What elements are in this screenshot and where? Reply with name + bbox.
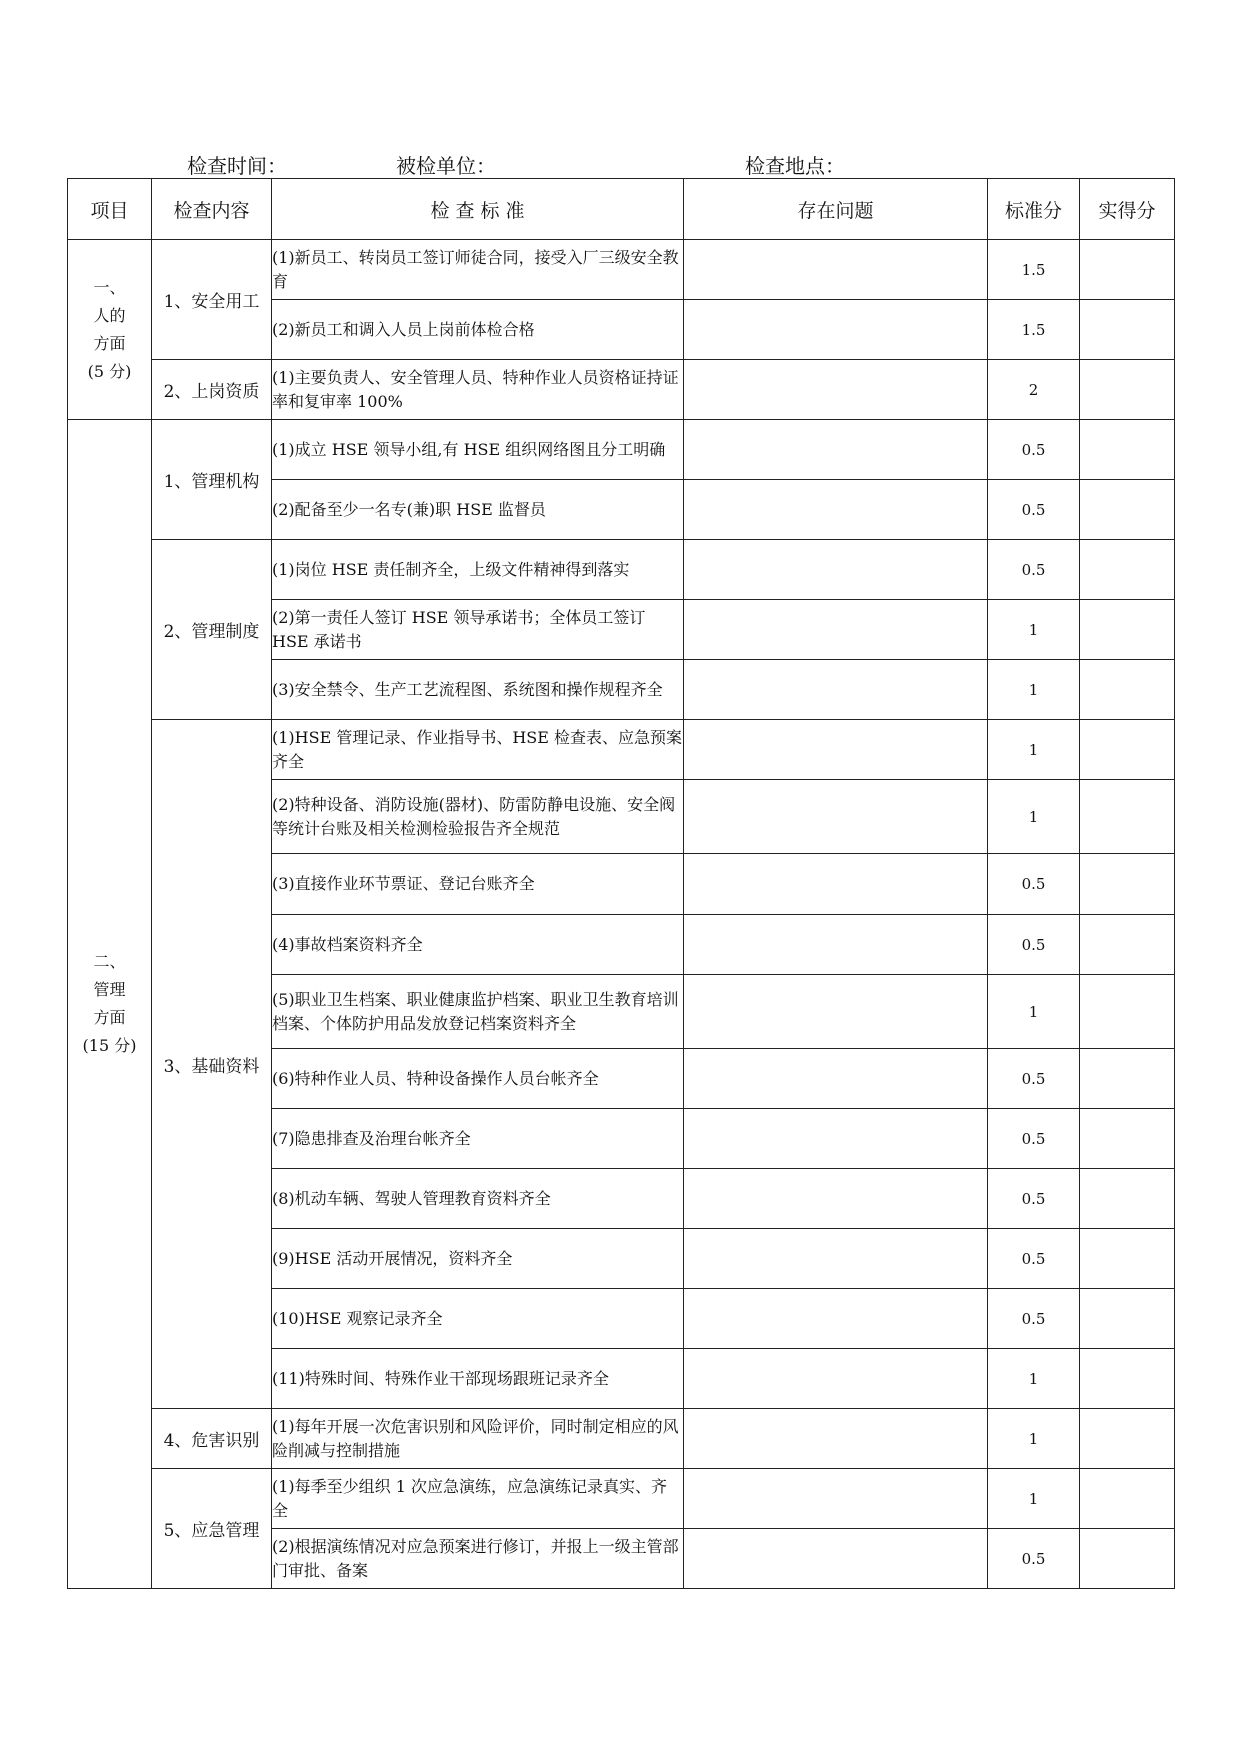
actual-score-cell[interactable] [1080, 1169, 1175, 1229]
subcategory-cell: 5、应急管理 [152, 1469, 272, 1589]
problems-cell[interactable] [684, 540, 988, 600]
subcategory-cell: 3、基础资料 [152, 720, 272, 1409]
problems-cell[interactable] [684, 420, 988, 480]
problems-cell[interactable] [684, 975, 988, 1049]
problems-cell[interactable] [684, 780, 988, 854]
standard-cell: (9)HSE 活动开展情况，资料齐全 [272, 1229, 684, 1289]
standard-score-cell: 0.5 [988, 480, 1080, 540]
standard-score-cell: 1 [988, 975, 1080, 1049]
problems-cell[interactable] [684, 915, 988, 975]
problems-cell[interactable] [684, 360, 988, 420]
subcategory-cell: 2、管理制度 [152, 540, 272, 720]
standard-score-cell: 0.5 [988, 915, 1080, 975]
standard-score-cell: 0.5 [988, 1109, 1080, 1169]
standard-score-cell: 1 [988, 1349, 1080, 1409]
subcategory-cell: 4、危害识别 [152, 1409, 272, 1469]
problems-cell[interactable] [684, 1289, 988, 1349]
standard-cell: (2)根据演练情况对应急预案进行修订，并报上一级主管部门审批、备案 [272, 1529, 684, 1589]
problems-cell[interactable] [684, 1229, 988, 1289]
actual-score-cell[interactable] [1080, 1109, 1175, 1169]
actual-score-cell[interactable] [1080, 975, 1175, 1049]
problems-cell[interactable] [684, 1409, 988, 1469]
col-header-item: 项目 [68, 179, 152, 240]
standard-cell: (8)机动车辆、驾驶人管理教育资料齐全 [272, 1169, 684, 1229]
standard-cell: (3)直接作业环节票证、登记台账齐全 [272, 854, 684, 915]
category-label-line: 管理 [93, 980, 126, 999]
standard-score-cell: 1 [988, 1409, 1080, 1469]
actual-score-cell[interactable] [1080, 480, 1175, 540]
standard-cell: (2)配备至少一名专(兼)职 HSE 监督员 [272, 480, 684, 540]
standard-score-cell: 1.5 [988, 300, 1080, 360]
actual-score-cell[interactable] [1080, 540, 1175, 600]
standard-cell: (1)HSE 管理记录、作业指导书、HSE 检查表、应急预案齐全 [272, 720, 684, 780]
category-label-line: 人的 [93, 305, 126, 325]
table-body [68, 240, 1175, 1589]
standard-cell: (4)事故档案资料齐全 [272, 915, 684, 975]
table-row [68, 720, 1175, 780]
table-row [68, 1469, 1175, 1529]
problems-cell[interactable] [684, 854, 988, 915]
problems-cell[interactable] [684, 600, 988, 660]
actual-score-cell[interactable] [1080, 1289, 1175, 1349]
standard-cell: (5)职业卫生档案、职业健康监护档案、职业卫生教育培训档案、个体防护用品发放登记档案资料齐全 [272, 975, 684, 1049]
category-label-line: 一、 [93, 277, 126, 297]
table-row [68, 540, 1175, 600]
problems-cell[interactable] [684, 1469, 988, 1529]
table-row [68, 420, 1175, 480]
standard-score-cell: 1 [988, 660, 1080, 720]
table-row [68, 360, 1175, 420]
category-label-line: 二、 [93, 952, 126, 971]
actual-score-cell[interactable] [1080, 420, 1175, 480]
standard-cell: (1)主要负责人、安全管理人员、特种作业人员资格证持证率和复审率 100% [272, 360, 684, 420]
problems-cell[interactable] [684, 720, 988, 780]
actual-score-cell[interactable] [1080, 600, 1175, 660]
standard-cell: (3)安全禁令、生产工艺流程图、系统图和操作规程齐全 [272, 660, 684, 720]
col-header-standard: 检 查 标 准 [272, 179, 684, 240]
inspection-place-label: 检查地点： [745, 154, 845, 178]
table-row [68, 240, 1175, 300]
actual-score-cell[interactable] [1080, 915, 1175, 975]
table-row [68, 1409, 1175, 1469]
standard-score-cell: 0.5 [988, 1289, 1080, 1349]
standard-score-cell: 0.5 [988, 540, 1080, 600]
actual-score-cell[interactable] [1080, 360, 1175, 420]
standard-cell: (1)新员工、转岗员工签订师徒合同，接受入厂三级安全教育 [272, 240, 684, 300]
standard-score-cell: 0.5 [988, 1169, 1080, 1229]
standard-score-cell: 0.5 [988, 1529, 1080, 1589]
problems-cell[interactable] [684, 300, 988, 360]
actual-score-cell[interactable] [1080, 1349, 1175, 1409]
col-header-problems: 存在问题 [684, 179, 988, 240]
category-cell [68, 240, 152, 420]
standard-score-cell: 1.5 [988, 240, 1080, 300]
actual-score-cell[interactable] [1080, 854, 1175, 915]
standard-cell: (2)新员工和调入人员上岗前体检合格 [272, 300, 684, 360]
standard-cell: (1)每年开展一次危害识别和风险评价，同时制定相应的风险削减与控制措施 [272, 1409, 684, 1469]
actual-score-cell[interactable] [1080, 300, 1175, 360]
problems-cell[interactable] [684, 1169, 988, 1229]
problems-cell[interactable] [684, 1049, 988, 1109]
inspection-table [67, 178, 1175, 1589]
category-label-line: (15 分) [82, 1036, 137, 1055]
standard-score-cell: 0.5 [988, 420, 1080, 480]
table-header-row [68, 179, 1175, 240]
actual-score-cell[interactable] [1080, 1529, 1175, 1589]
standard-score-cell: 0.5 [988, 854, 1080, 915]
standard-cell: (6)特种作业人员、特种设备操作人员台帐齐全 [272, 1049, 684, 1109]
col-header-actual-score: 实得分 [1080, 179, 1175, 240]
standard-score-cell: 1 [988, 1469, 1080, 1529]
standard-score-cell: 0.5 [988, 1049, 1080, 1109]
standard-cell: (11)特殊时间、特殊作业干部现场跟班记录齐全 [272, 1349, 684, 1409]
actual-score-cell[interactable] [1080, 1469, 1175, 1529]
inspected-unit-label: 被检单位： [396, 154, 496, 178]
actual-score-cell[interactable] [1080, 780, 1175, 854]
standard-cell: (1)每季至少组织 1 次应急演练，应急演练记录真实、齐全 [272, 1469, 684, 1529]
category-cell [68, 420, 152, 1589]
inspection-time-label: 检查时间： [187, 154, 287, 178]
standard-score-cell: 1 [988, 780, 1080, 854]
standard-cell: (1)岗位 HSE 责任制齐全，上级文件精神得到落实 [272, 540, 684, 600]
actual-score-cell[interactable] [1080, 240, 1175, 300]
problems-cell[interactable] [684, 480, 988, 540]
subcategory-cell: 2、上岗资质 [152, 360, 272, 420]
actual-score-cell[interactable] [1080, 1409, 1175, 1469]
inspection-header [0, 150, 1241, 180]
actual-score-cell[interactable] [1080, 1049, 1175, 1109]
standard-score-cell: 0.5 [988, 1229, 1080, 1289]
problems-cell[interactable] [684, 1349, 988, 1409]
actual-score-cell[interactable] [1080, 660, 1175, 720]
actual-score-cell[interactable] [1080, 720, 1175, 780]
standard-cell: (7)隐患排查及治理台帐齐全 [272, 1109, 684, 1169]
standard-cell: (2)第一责任人签订 HSE 领导承诺书；全体员工签订 HSE 承诺书 [272, 600, 684, 660]
category-label-line: 方面 [93, 1008, 126, 1027]
problems-cell[interactable] [684, 240, 988, 300]
standard-cell: (10)HSE 观察记录齐全 [272, 1289, 684, 1349]
subcategory-cell: 1、安全用工 [152, 240, 272, 360]
standard-score-cell: 1 [988, 720, 1080, 780]
standard-cell: (2)特种设备、消防设施(器材)、防雷防静电设施、安全阀等统计台账及相关检测检验报告齐全规范 [272, 780, 684, 854]
problems-cell[interactable] [684, 660, 988, 720]
standard-cell: (1)成立 HSE 领导小组,有 HSE 组织网络图且分工明确 [272, 420, 684, 480]
problems-cell[interactable] [684, 1109, 988, 1169]
category-label-line: 方面 [93, 333, 126, 353]
subcategory-cell: 1、管理机构 [152, 420, 272, 540]
problems-cell[interactable] [684, 1529, 988, 1589]
col-header-standard-score: 标准分 [988, 179, 1080, 240]
standard-score-cell: 2 [988, 360, 1080, 420]
standard-score-cell: 1 [988, 600, 1080, 660]
col-header-content: 检查内容 [152, 179, 272, 240]
category-label-line: (5 分) [87, 361, 132, 381]
actual-score-cell[interactable] [1080, 1229, 1175, 1289]
